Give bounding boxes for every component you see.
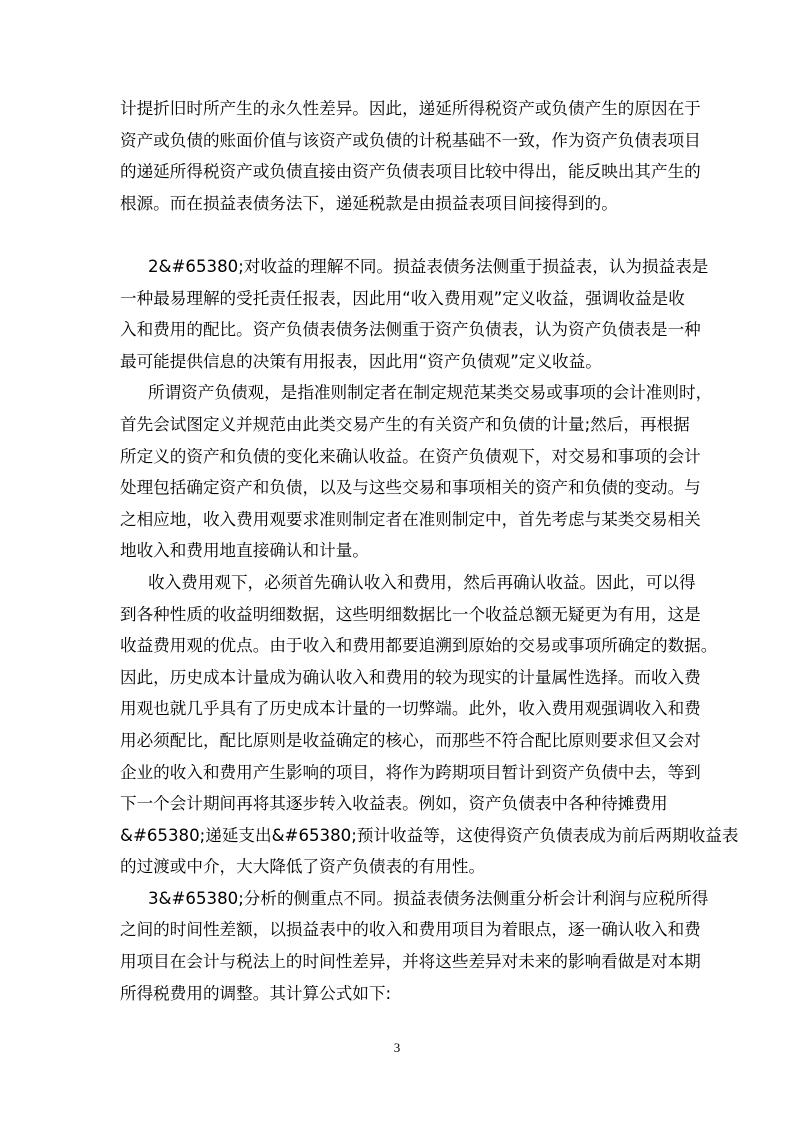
- paragraph-continuation: [120, 93, 701, 219]
- text-line: 到各种性质的收益明细数据，这些明细数据比一个收益总额无疑更为有用，这是: [120, 604, 701, 624]
- text-line: 地收入和费用地直接确认和计量。: [120, 541, 369, 561]
- text-line: 因此，历史成本计量成为确认收入和费用的较为现实的计量属性选择。而收入费: [120, 667, 701, 687]
- paragraph-first-line: 2&#65380;对收益的理解不同。损益表债务法侧重于损益表，认为损益表是: [148, 257, 709, 276]
- text-line: 所得税费用的调整。其计算公式如下:: [120, 983, 392, 1003]
- text-line: 用必须配比，配比原则是收益确定的核心，而那些不符合配比原则要求但又会对: [120, 730, 701, 750]
- text-line: 的过渡或中介，大大降低了资产负债表的有用性。: [120, 857, 486, 877]
- text-line: 用观也就几乎具有了历史成本计量的一切弊端。此外，收入费用观强调收入和费: [120, 699, 701, 719]
- page-number: 3: [393, 1040, 401, 1055]
- text-line: 的递延所得税资产或负债直接由资产负债表项目比较中得出，能反映出其产生的: [120, 162, 701, 182]
- text-line: 根源。而在损益表债务法下，递延税款是由损益表项目间接得到的。: [120, 193, 618, 213]
- text-line: 入和费用的配比。资产负债表债务法侧重于资产负债表，认为资产负债表是一种: [120, 320, 701, 340]
- body-section: [120, 251, 739, 1009]
- text-line: 一种最易理解的受托责任报表，因此用“收入费用观”定义收益，强调收益是收: [120, 288, 685, 308]
- text-line: 用项目在会计与税法上的时间性差异，并将这些差异对未来的影响看做是对本期: [120, 952, 701, 972]
- paragraph-first-line: 收入费用观下，必须首先确认收入和费用，然后再确认收益。因此，可以得: [148, 572, 696, 592]
- paragraph-first-line: 所谓资产负债观，是指准则制定者在制定规范某类交易或事项的会计准则时，: [148, 383, 713, 403]
- text-line: 首先会试图定义并规范由此类交易产生的有关资产和负债的计量;然后，再根据: [120, 414, 690, 434]
- text-line: 之间的时间性差额，以损益表中的收入和费用项目为着眼点，逐一确认收入和费: [120, 920, 701, 940]
- text-line: 计提折旧时所产生的永久性差异。因此，递延所得税资产或负债产生的原因在于: [120, 99, 701, 118]
- text-line: 下一个会计期间再将其逐步转入收益表。例如，资产负债表中各种待摊费用: [120, 794, 668, 814]
- paragraph-first-line: 3&#65380;分析的侧重点不同。损益表债务法侧重分析会计利润与应税所得: [148, 888, 709, 908]
- text-line: 收益费用观的优点。由于收入和费用都要追溯到原始的交易或事项所确定的数据。: [120, 636, 718, 656]
- text-line: 最可能提供信息的决策有用报表，因此用“资产负债观”定义收益。: [120, 351, 602, 371]
- text-line: &#65380;递延支出&#65380;预计收益等，这使得资产负债表成为前后两期收益表: [120, 825, 739, 845]
- text-line: 所定义的资产和负债的变化来确认收益。在资产负债观下，对交易和事项的会计: [120, 446, 701, 466]
- text-line: 处理包括确定资产和负债，以及与这些交易和事项相关的资产和负债的变动。与: [120, 478, 701, 498]
- text-line: 之相应地，收入费用观要求准则制定者在准则制定中，首先考虑与某类交易相关: [120, 509, 701, 529]
- text-line: 企业的收入和费用产生影响的项目，将作为跨期项目暂计到资产负债中去，等到: [120, 762, 701, 782]
- text-line: 资产或负债的账面价值与该资产或负债的计税基础不一致，作为资产负债表项目: [120, 130, 701, 150]
